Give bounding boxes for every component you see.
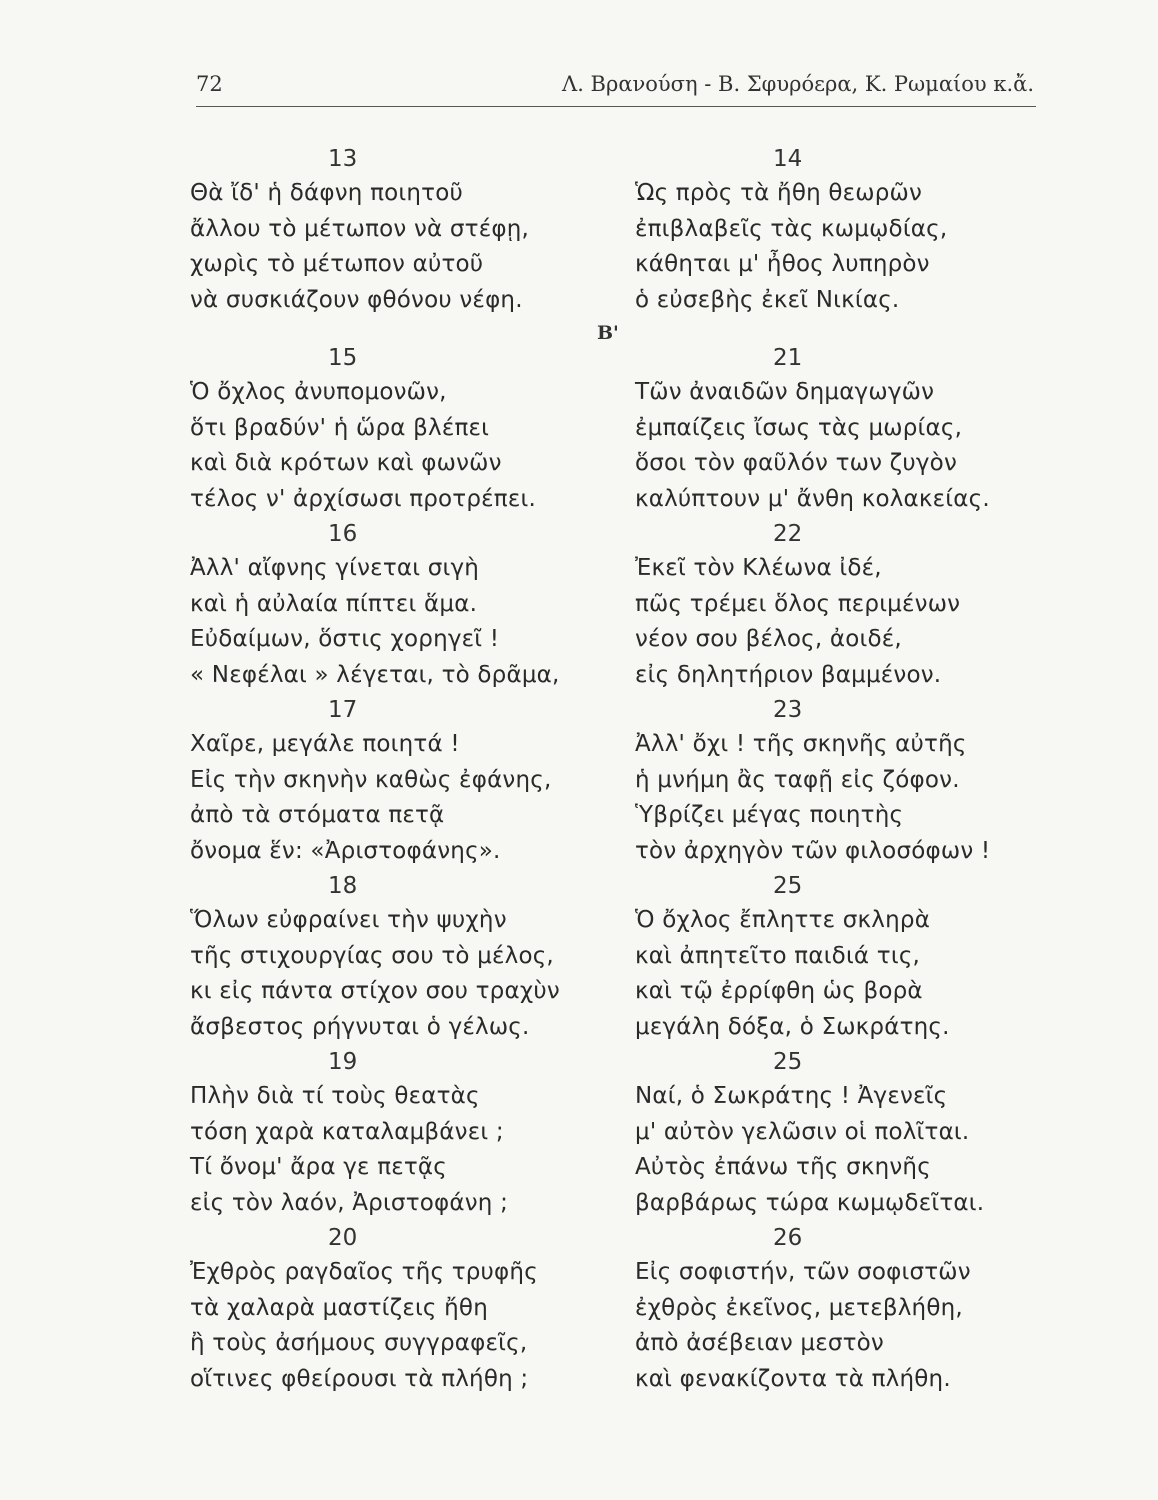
verse-line: Ναί, ὁ Σωκράτης ! Ἀγενεῖς	[635, 1083, 948, 1109]
verse-line: Ἐχθρὸς ραγδαῖος τῆς τρυφῆς	[190, 1259, 538, 1285]
stanza	[190, 869, 630, 1045]
verse-line: Ὁ ὄχλος ἀνυπομονῶν,	[190, 379, 447, 405]
verse-line: Ὑβρίζει μέγας ποιητὴς	[635, 802, 904, 828]
stanza	[190, 517, 630, 693]
verse-line: Ὡς πρὸς τὰ ἤθη θεωρῶν	[635, 180, 923, 206]
stanza-number: 25	[773, 873, 803, 899]
verse-line: χωρὶς τὸ μέτωπον αὐτοῦ	[190, 251, 484, 277]
verse-line: Ὁ ὄχλος ἔπληττε σκληρὰ	[635, 907, 931, 933]
verse-line: ἢ τοὺς ἀσήμους συγγραφεῖς,	[190, 1330, 528, 1356]
stanza-number: 16	[328, 521, 358, 547]
verse-line: Εἰς τὴν σκηνὴν καθὼς ἐφάνης,	[190, 766, 552, 793]
verse-line: καὶ διὰ κρότων καὶ φωνῶν	[190, 450, 502, 476]
verse-line: Ἐκεῖ τὸν Κλέωνα ἰδέ,	[635, 555, 882, 581]
verse-line: « Νεφέλαι » λέγεται, τὸ δρᾶμα,	[190, 661, 560, 688]
stanza	[635, 1045, 1075, 1221]
stanza	[190, 1045, 630, 1221]
verse-line: καὶ τῷ ἐρρίφθη ὡς βορὰ	[635, 978, 923, 1004]
verse-line: τέλος ν' ἀρχίσωσι προτρέπει.	[190, 485, 536, 512]
verse-line: Τῶν ἀναιδῶν δημαγωγῶν	[635, 379, 935, 405]
stanza-number: 19	[328, 1049, 358, 1075]
stanza-number: 18	[328, 873, 358, 899]
stanza-number: 20	[328, 1225, 358, 1251]
verse-line: κι εἰς πάντα στίχον σου τραχὺν	[190, 978, 560, 1004]
verse-line: ἄσβεστος ρήγνυται ὁ γέλως.	[190, 1013, 530, 1040]
stanza-number: 22	[773, 521, 803, 547]
stanza	[190, 1221, 630, 1397]
verse-line: Ἀλλ' ὄχι ! τῆς σκηνῆς αὐτῆς	[635, 731, 967, 757]
verse-line: ὁ εὐσεβὴς ἐκεῖ Νικίας.	[635, 286, 900, 313]
page-number: 72	[196, 72, 223, 96]
stanza-number: 17	[328, 697, 358, 723]
verse-line: κάθηται μ' ἦθος λυπηρὸν	[635, 251, 930, 277]
verse-line: ἐμπαίζεις ἴσως τὰς μωρίας,	[635, 414, 963, 441]
verse-line: Χαῖρε, μεγάλε ποιητά !	[190, 731, 460, 757]
verse-line: Ὅλων εὐφραίνει τὴν ψυχὴν	[190, 907, 507, 933]
verse-line: καὶ ἡ αὐλαία πίπτει ἅμα.	[190, 590, 478, 617]
stanza	[190, 341, 630, 517]
verse-line: καὶ φενακίζοντα τὰ πλήθη.	[635, 1365, 951, 1392]
left-column	[190, 142, 630, 1397]
stanza-number: 13	[328, 146, 358, 172]
section-marker: Β'	[597, 322, 619, 344]
verse-line: ἡ μνήμη ἂς ταφῇ εἰς ζόφον.	[635, 766, 960, 793]
verse-line: Θὰ ἴδ' ἡ δάφνη ποιητοῦ	[190, 180, 463, 206]
stanza-number: 23	[773, 697, 803, 723]
verse-line: πῶς τρέμει ὅλος περιμένων	[635, 590, 961, 617]
verse-line: Εἰς σοφιστήν, τῶν σοφιστῶν	[635, 1259, 971, 1285]
verse-line: μεγάλη δόξα, ὁ Σωκράτης.	[635, 1013, 950, 1040]
verse-line: εἰς τὸν λαόν, Ἀριστοφάνη ;	[190, 1189, 509, 1216]
stanza	[635, 693, 1075, 869]
stanza	[635, 142, 1075, 318]
verse-line: τὸν ἀρχηγὸν τῶν φιλοσόφων !	[635, 837, 991, 864]
stanza-number: 21	[773, 345, 803, 371]
verse-line: οἵτινες φθείρουσι τὰ πλήθη ;	[190, 1365, 529, 1392]
verse-line: ἄλλου τὸ μέτωπον νὰ στέφῃ,	[190, 215, 529, 242]
verse-line: καλύπτουν μ' ἄνθη κολακείας.	[635, 485, 990, 512]
verse-line: βαρβάρως τώρα κωμῳδεῖται.	[635, 1189, 985, 1216]
header-rule	[196, 106, 1036, 107]
verse-line: ὅσοι τὸν φαῦλόν των ζυγὸν	[635, 450, 957, 476]
verse-line: εἰς δηλητήριον βαμμένον.	[635, 661, 942, 688]
stanza	[635, 517, 1075, 693]
verse-line: Εὐδαίμων, ὅστις χορηγεῖ !	[190, 626, 500, 652]
verse-line: ἀπὸ τὰ στόματα πετᾷ	[190, 802, 445, 828]
verse-line: τὰ χαλαρὰ μαστίζεις ἤθη	[190, 1294, 488, 1321]
verse-line: νέον σου βέλος, ἀοιδέ,	[635, 626, 902, 652]
verse-line: ὅτι βραδύν' ἡ ὥρα βλέπει	[190, 414, 490, 441]
stanza	[635, 869, 1075, 1045]
stanza	[190, 142, 630, 318]
verse-line: τόση χαρὰ καταλαμβάνει ;	[190, 1118, 504, 1145]
verse-line: ἐχθρὸς ἐκεῖνος, μετεβλήθη,	[635, 1294, 963, 1321]
verse-line: Τί ὄνομ' ἄρα γε πετᾷς	[190, 1154, 447, 1180]
verse-line: Πλὴν διὰ τί τοὺς θεατὰς	[190, 1083, 480, 1109]
page-header	[196, 72, 1034, 106]
right-column	[635, 142, 1075, 1397]
verse-line: Ἀλλ' αἴφνης γίνεται σιγὴ	[190, 555, 480, 581]
stanza	[190, 693, 630, 869]
stanza-number: 25	[773, 1049, 803, 1075]
verse-line: ἐπιβλαβεῖς τὰς κωμῳδίας,	[635, 215, 948, 242]
stanza-number: 26	[773, 1225, 803, 1251]
verse-line: ὄνομα ἕν: «Ἀριστοφάνης».	[190, 837, 501, 864]
stanza	[635, 341, 1075, 517]
verse-line: μ' αὐτὸν γελῶσιν οἱ πολῖται.	[635, 1118, 970, 1145]
verse-line: Αὐτὸς ἐπάνω τῆς σκηνῆς	[635, 1154, 931, 1180]
stanza-number: 15	[328, 345, 358, 371]
stanza-number: 14	[773, 146, 803, 172]
verse-line: τῆς στιχουργίας σου τὸ μέλος,	[190, 942, 554, 969]
verse-line: νὰ συσκιάζουν φθόνου νέφη.	[190, 286, 523, 313]
verse-line: ἀπὸ ἀσέβειαν μεστὸν	[635, 1330, 884, 1356]
stanza	[635, 1221, 1075, 1397]
running-title: Λ. Βρανούση - Β. Σφυρόερα, Κ. Ρωμαίου κ.ἄ.	[562, 72, 1034, 96]
verse-line: καὶ ἀπητεῖτο παιδιά τις,	[635, 942, 921, 969]
